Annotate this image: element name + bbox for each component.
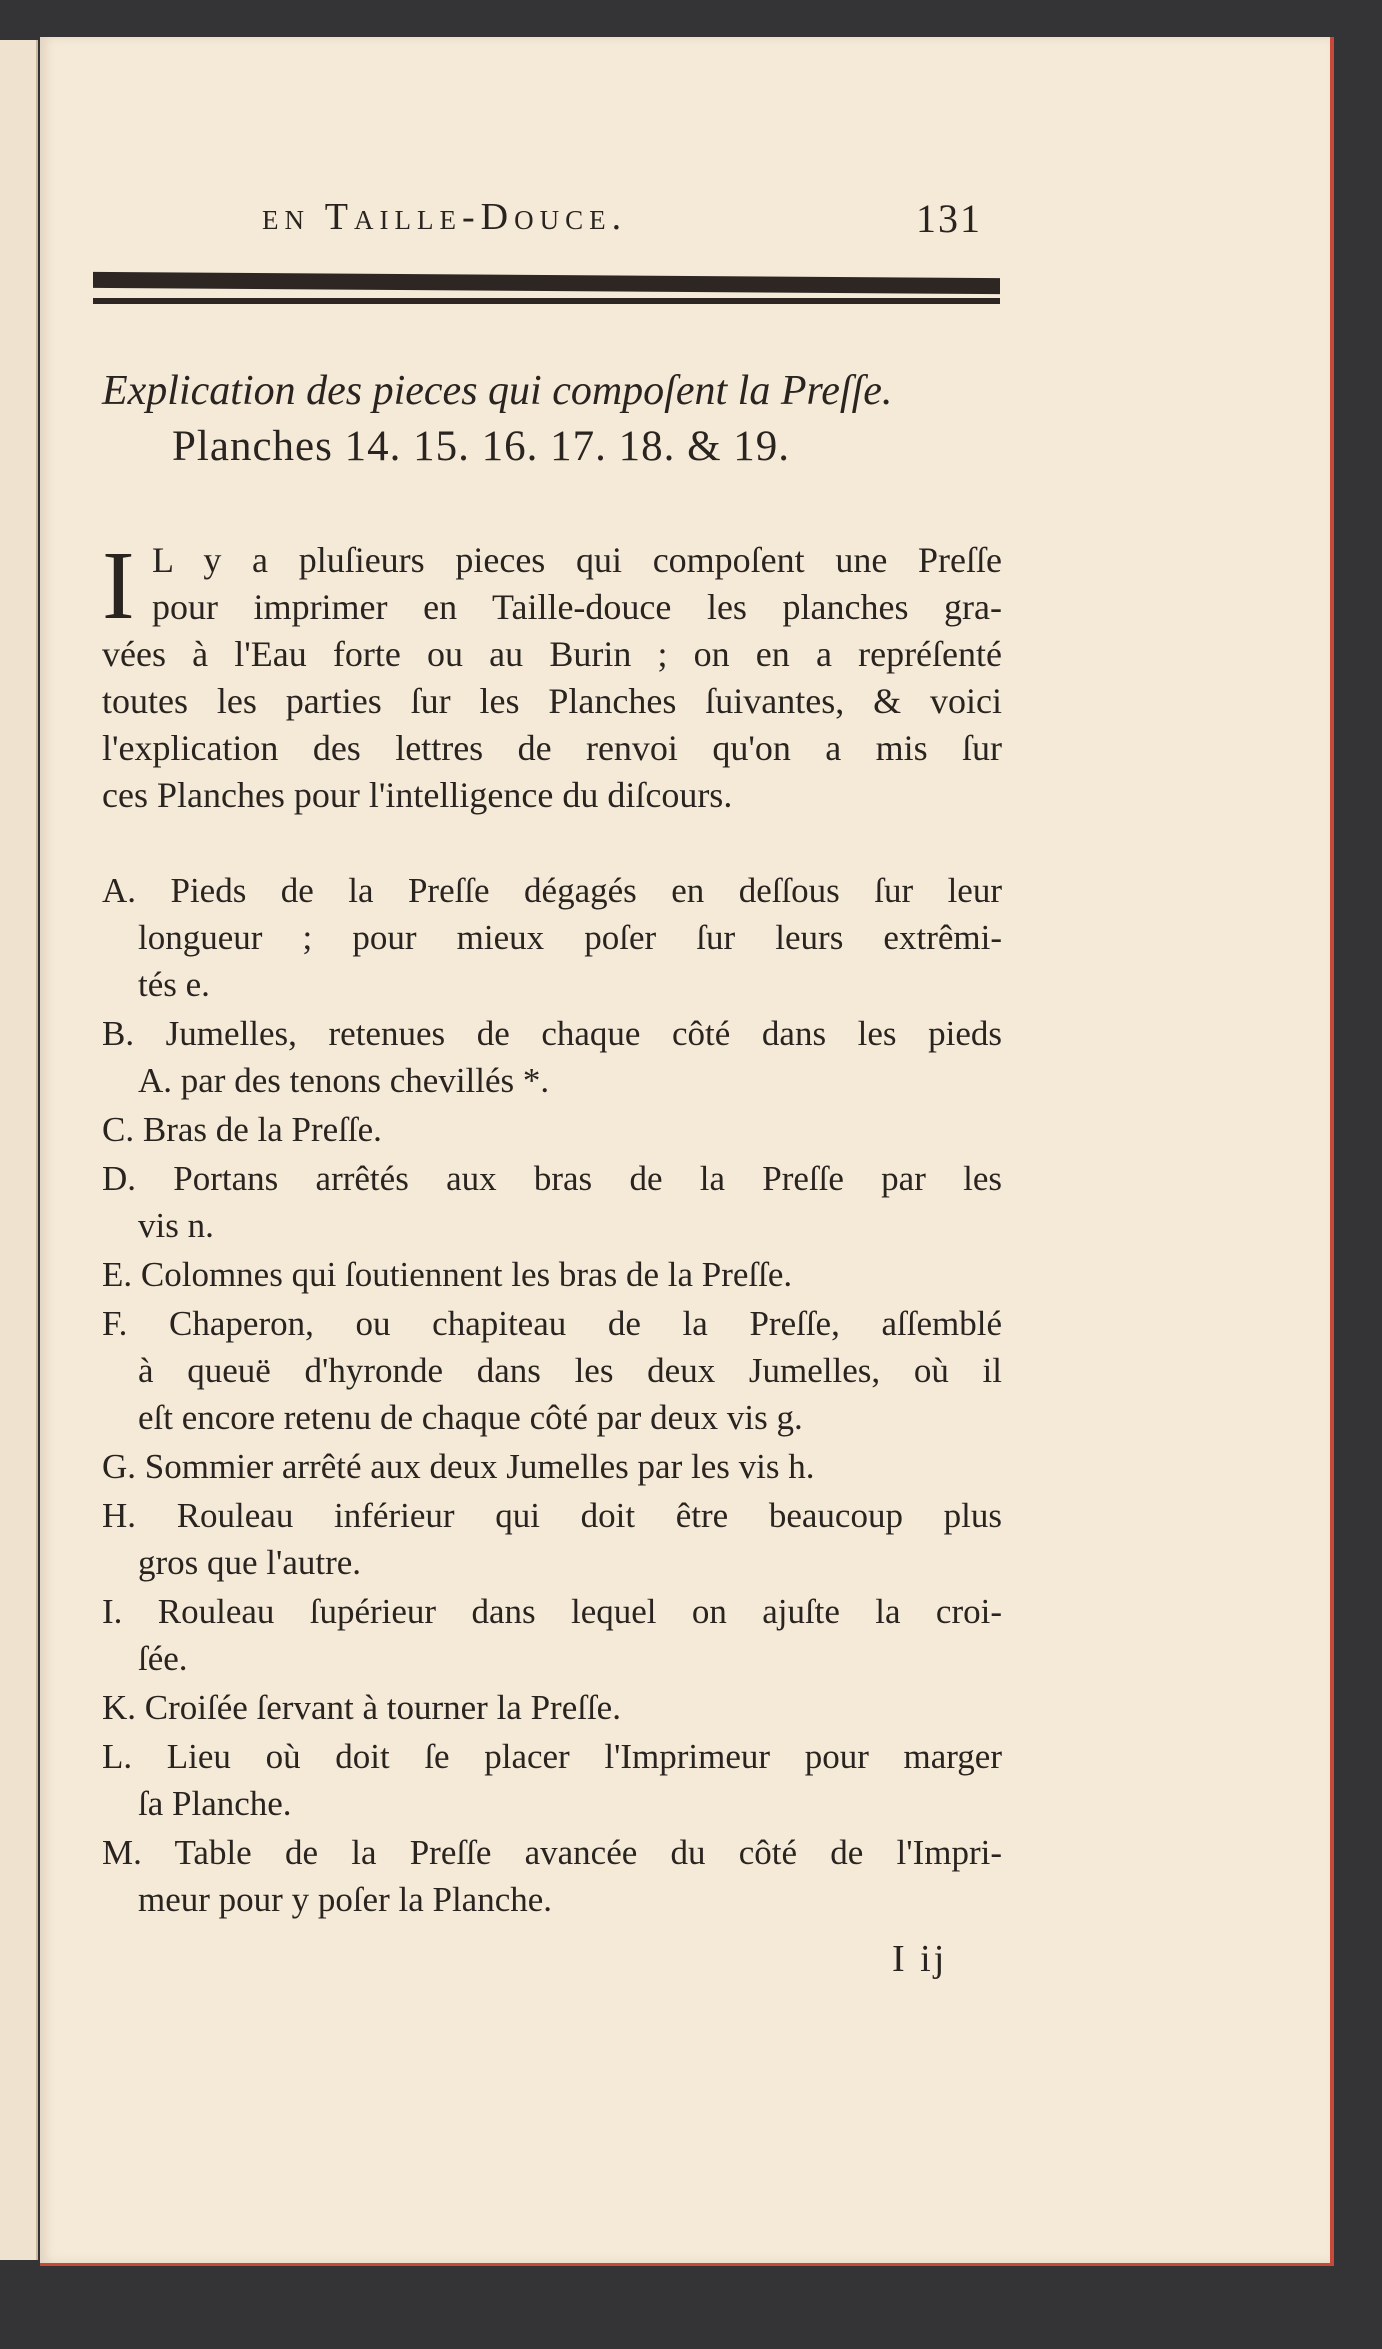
text-line: D. Portans arrêtés aux bras de la Preſſe par les: [102, 1159, 1002, 1198]
book-page: [40, 37, 1334, 2266]
text-line: H. Rouleau inférieur qui doit être beaucoup plus: [102, 1496, 1002, 1535]
plates-reference: Planches 14. 15. 16. 17. 18. & 19.: [172, 423, 791, 470]
legend-entry: [102, 1443, 1002, 1490]
text-line: meur pour y poſer la Planche.: [138, 1880, 553, 1919]
text-line: ces Planches pour l'intelligence du diſcours.: [102, 775, 733, 815]
legend-entry: [102, 1106, 1002, 1153]
legend-entry: [102, 1492, 1002, 1586]
text-line: L. Lieu où doit ſe placer l'Imprimeur pour marger: [102, 1737, 1002, 1776]
drop-cap: I: [102, 532, 135, 640]
text-line: C. Bras de la Preſſe.: [102, 1110, 382, 1149]
text-line: A. Pieds de la Preſſe dégagés en deſſous ſur leur: [102, 871, 1002, 910]
text-line: longueur ; pour mieux poſer ſur leurs extrêmi-: [138, 918, 1002, 957]
text-line: A. par des tenons chevillés *.: [138, 1061, 550, 1100]
text-line: E. Colomnes qui ſoutiennent les bras de la Preſſe.: [102, 1255, 793, 1294]
text-line: à queuë d'hyronde dans les deux Jumelles, où il: [138, 1351, 1002, 1390]
text-line: K. Croiſée ſervant à tourner la Preſſe.: [102, 1688, 621, 1727]
text-line: l'explication des lettres de renvoi qu'on a mis ſur: [102, 728, 1002, 768]
legend-entry: [102, 1829, 1002, 1923]
text-line: eſt encore retenu de chaque côté par deux vis g.: [138, 1398, 803, 1437]
facing-page-edge: [0, 40, 38, 2260]
text-line: pour imprimer en Taille-douce les planches gra-: [152, 587, 1002, 627]
text-line: gros que l'autre.: [138, 1543, 362, 1582]
legend-entry: [102, 1588, 1002, 1682]
text-line: G. Sommier arrêté aux deux Jumelles par les vis h.: [102, 1447, 815, 1486]
text-line: F. Chaperon, ou chapiteau de la Preſſe, aſſemblé: [102, 1304, 1002, 1343]
text-line: I. Rouleau ſupérieur dans lequel on ajuſte la croi-: [102, 1592, 1002, 1631]
text-line: toutes les parties ſur les Planches ſuivantes, & voici: [102, 681, 1002, 721]
legend-entry: [102, 1155, 1002, 1249]
text-line: ſa Planche.: [138, 1784, 292, 1823]
legend-entry: [102, 1300, 1002, 1441]
text-line: ſée.: [138, 1639, 188, 1678]
legend-entry: [102, 1010, 1002, 1104]
legend-entry: [102, 1251, 1002, 1298]
running-title: en Taille-Douce.: [262, 196, 628, 238]
text-line: tés e.: [138, 965, 210, 1004]
text-line: vis n.: [138, 1206, 214, 1245]
legend-entry: [102, 1733, 1002, 1827]
page-number: 131: [916, 196, 982, 241]
intro-paragraph: [102, 532, 1002, 819]
legend-entry: [102, 867, 1002, 1008]
legend-list: [102, 867, 1002, 1925]
text-line: B. Jumelles, retenues de chaque côté dans les pieds: [102, 1014, 1002, 1053]
signature-mark: I ij: [892, 1938, 948, 1980]
text-line: L y a pluſieurs pieces qui compoſent une Preſſe: [152, 540, 1002, 580]
section-title: Explication des pieces qui compoſent la Preſſe.: [102, 368, 893, 414]
text-line: vées à l'Eau forte ou au Burin ; on en a repréſenté: [102, 634, 1002, 674]
legend-entry: [102, 1684, 1002, 1731]
header-rule: [93, 275, 1000, 319]
text-line: M. Table de la Preſſe avancée du côté de l'Impri-: [102, 1833, 1002, 1872]
